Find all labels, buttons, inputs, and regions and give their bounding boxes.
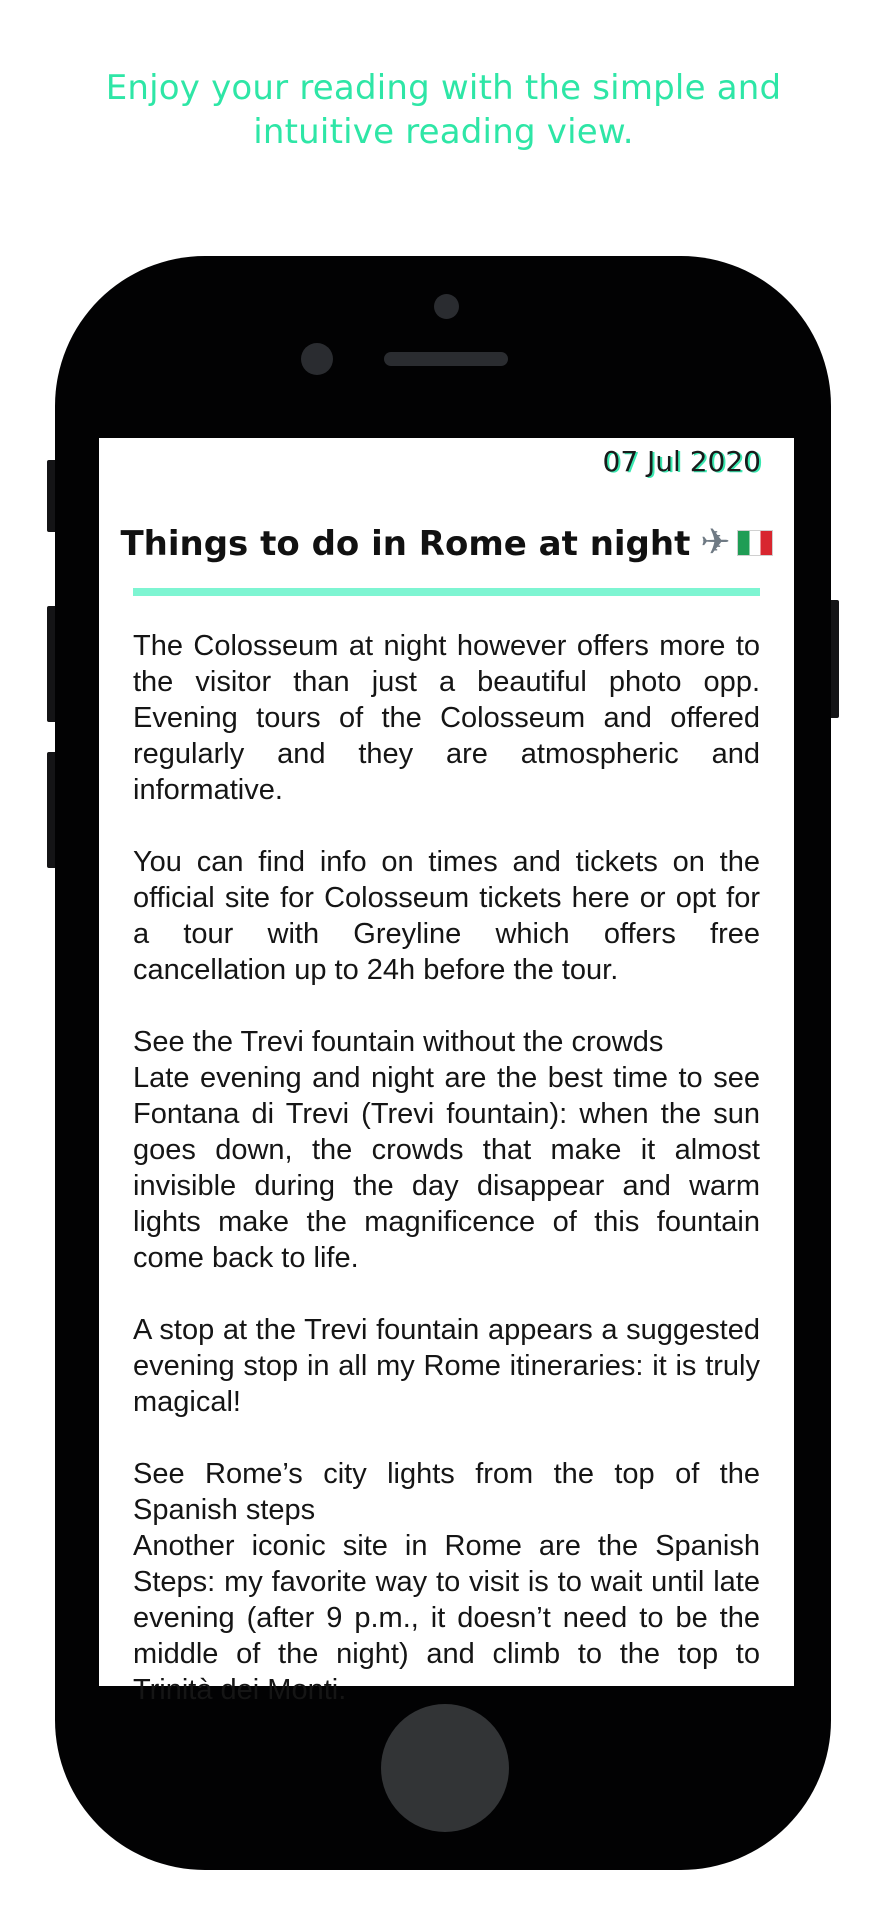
volume-up-button	[47, 606, 55, 722]
article-title: Things to do in Rome at night	[120, 524, 691, 564]
article-paragraph: See the Trevi fountain without the crowds Late evening and night are the best time to see Fontana di Trevi (Trevi fountain): when the sun goes down, the crowds that make it almost invisible during the day disappear and warm lights make the magnificence of this fountain come back to life.	[133, 1026, 760, 1274]
article-title-row	[99, 522, 794, 566]
article-date: 07 Jul 2020	[602, 445, 761, 478]
article-body	[133, 628, 760, 1744]
front-camera	[301, 343, 333, 375]
italy-flag-icon	[737, 530, 773, 556]
power-button	[831, 600, 839, 718]
mute-switch	[47, 460, 55, 532]
promo-tagline: Enjoy your reading with the simple and intuitive reading view.	[105, 68, 782, 152]
reading-view[interactable]	[99, 438, 794, 1706]
volume-down-button	[47, 752, 55, 868]
article-paragraph: The Colosseum at night however offers more to the visitor than just a beautiful photo opp. Evening tours of the Colosseum and offered regularly and they are atmospheric and informative.	[133, 630, 760, 806]
article-paragraph: A stop at the Trevi fountain appears a suggested evening stop in all my Rome itineraries: it is truly magical!	[133, 1314, 760, 1418]
earpiece-speaker	[384, 352, 508, 366]
article-paragraph: See Rome’s city lights from the top of the Spanish steps Another iconic site in Rome are the Spanish Steps: my favorite way to visit is to wait until late evening (after 9 p.m., it doesn’t need to be the middle of the night) and climb to the top to Trinità dei Monti.	[133, 1458, 760, 1706]
airplane-icon: ✈	[700, 521, 731, 563]
title-divider	[133, 588, 760, 596]
sensor-dot	[434, 294, 459, 319]
article-paragraph: You can find info on times and tickets on the official site for Colosseum tickets here or opt for a tour with Greyline which offers free cancellation up to 24h before the tour.	[133, 846, 760, 986]
